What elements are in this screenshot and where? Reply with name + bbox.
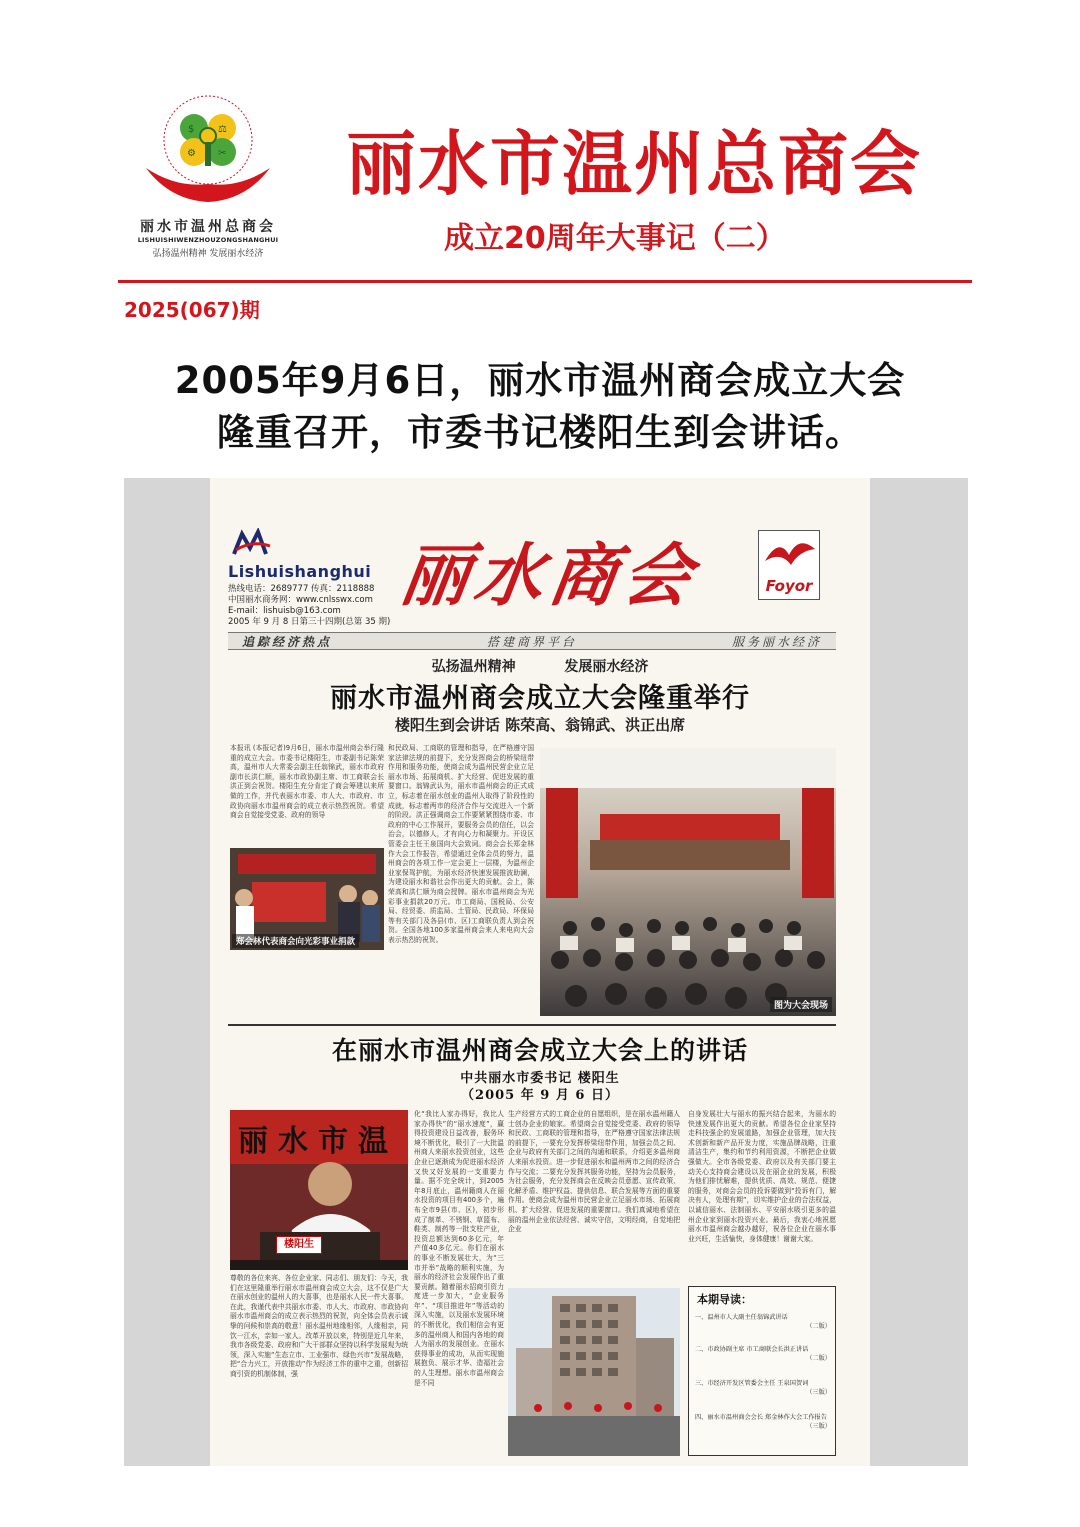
meeting-hall-photo (540, 748, 836, 1016)
sub-title: 成立20周年大事记（二） (444, 221, 786, 256)
issue-guide-box (688, 1286, 836, 1456)
article1-column-2: 和民政局、工商联的管理和指导，在严格遵守国家法律法规的前提下，充分发挥商会的桥梁纽带作用和服务功能，使商会成为温州民营企业立足丽水市场、拓展商机、扩大经营、促进发展的重要窗口。翁锦武认为，丽水市温州商会的正式成立，标志着在丽水创业的温州人取得了阶段性的成就，标志着两市的经济合作与交流进入一个新的阶段。洪正强调商会工作要紧紧围绕市委、市政府的中心工作展开，要服务会员的信任，以会治会，以德修人，才有向心力和凝聚力。开设区管委会主任王泉国向大会致词。商会会长郑金林作大会工作报告，希望通过全体会员的努力，温州商会的各项工作一定会更上一层楼，为温州企业家保驾护航，为丽水经济快速发展推波助澜，为建设丽水和谐社会作出更大的贡献。会上，陈荣高和洪仁顺为商会授牌。丽水市温州商会为光彩事业捐款20万元。市工商局、国税局、公安局、经贸委、质监局、土管局、民政局、环保局等有关部门及各县(市、区)工商联负责人到会祝贺。全国各地100多家温州商会来人来电向大会表示热烈的祝贺。 (388, 744, 534, 944)
guide-item-4-text: 四、丽水市温州商会会长 郑金林作大会工作报告 (695, 1414, 827, 1421)
ad-brand: Foyor (765, 577, 813, 595)
headline-line-2: 隆重召开，市委书记楼阳生到会讲话。 (217, 411, 863, 454)
building-photo (508, 1288, 680, 1456)
article1-subhead: 楼阳生到会讲话 陈荣高、翁锦武、洪正出席 (394, 716, 686, 734)
newspaper-masthead: 丽水商会 (395, 536, 703, 616)
newspaper-email: E-mail：lishuisb@163.com (228, 606, 341, 616)
speech-byline: 中共丽水市委书记 楼阳生 (460, 1071, 620, 1086)
newspaper-slogan: 弘扬温州精神 发展丽水经济 (431, 659, 649, 675)
speech-column-3: 生产经营方式的工商企业的自愿组织，是在丽水温州籍人士创办企业的娘家。希望商会自觉接受党委、政府的领导和民政、工商联的管理和指导，在严格遵守国家法律法规的前提下，一要充分发挥桥梁纽带作用，加强会员之间、企业与政府有关部门之间的沟通和联系，介绍更多温州商人来丽水投资。进一步促进丽水和温州两市之间的经济合作与交流；二要充分发挥其服务功能，坚持为会员服务，为社会服务，充分发挥商会在反映会员意愿、宣传政策、化解矛盾、维护权益、提供信息、联合发展等方面的重要作用。使商会成为温州市民营企业立足丽水市场、拓展商机、扩大经营、促进发展的重要窗口。我们真诚地希望在丽的温州企业依法经营、诚实守信，文明经商，自觉地把企业 (508, 1110, 680, 1234)
guide-item-2-text: 二、市政协副主席 市工商联会长洪正讲话 (695, 1346, 809, 1353)
newspaper-info (228, 584, 390, 628)
donation-photo-caption: 郑会林代表商会向光彩事业捐款 (232, 934, 359, 948)
svg-text:⚙: ⚙ (187, 148, 196, 159)
logo-org-name: 丽水市温州总商会 (140, 219, 276, 235)
speaker-photo-banner: 丽水市温 (238, 1124, 398, 1159)
guide-item-2 (695, 1345, 831, 1363)
newspaper-brand: Lishuishanghui (228, 562, 372, 581)
newspaper-logo-icon (232, 528, 272, 558)
section-divider (228, 1024, 836, 1026)
speech-column-2: 化“我比人家办得好，我比人家办得快”的“丽水速度”，赢得投资建设日益改善，服务环境不断优化，吸引了一大批温州商人来丽水投资创业，这些企业已逐渐成为促进丽水经济又快又好发展的一支重要力量。据不完全统计，到2005年8月底止，温州籍商人在丽水投资的项目有400多个，遍布全市9县(市、区)，初步形成了制革、不锈钢、草篮布、鞋类、制药等一批支柱产业，投资总额达到60多亿元，年产值40多亿元。你们在丽水的事业不断发展壮大，为“三市并举”战略的顺利实施，为丽水的经济社会发展作出了重要贡献。随着丽水招商引资力度进一步加大，“企业服务年”、“项目推进年”等活动的深入实施，以及丽水发展环境的不断优化，我们相信会有更多的温州商人和国内各地的商人为丽水的发展创业。在丽水获得事业的成功，从而实现施展抱负、展示才华、造福社会的人生理想。丽水市温州商会是不同 (414, 1110, 504, 1387)
banner-item-2: 搭建商界平台 (486, 634, 577, 649)
building-photo-image (508, 1288, 680, 1456)
speaker-nameplate: 楼阳生 (276, 1236, 322, 1254)
speech-column-4: 自身发展壮大与丽水的振兴结合起来，为丽水的快速发展作出更大的贡献。希望各位企业家坚持走科技强企的发展道路，加强企业管理，加大技术创新和新产品开发力度，实施品牌战略，注重清洁生产，集约和节约利用资源，不断把企业做强做大。全市各级党委、政府以及有关部门要主动关心支持商会建设以及在丽企业的发展，积极为他们排忧解难，提供优质、高效、规范、便捷的服务，对商会会员的投诉要做到“投诉有门，解决有人，处理有期”，切实维护企业的合法权益，以诚信丽水、法制丽水、平安丽水吸引更多的温州企业家到丽水投资兴业。最后，我衷心地祝愿丽水市温州商会越办越好，祝各位企业在丽水事业兴旺，生活愉快，身体健康！谢谢大家。 (688, 1110, 836, 1243)
svg-text:$: $ (188, 124, 195, 135)
newspaper-website: 中国丽水商务网：www.cnlsswx.com (228, 595, 373, 605)
svg-text:⚖: ⚖ (218, 124, 227, 135)
guide-item-1-page: （二版） (806, 1323, 831, 1330)
guide-item-1-text: 一、温州市人大副主任翁锦武讲话 (695, 1314, 788, 1321)
article1-headline: 丽水市温州商会成立大会隆重举行 (330, 683, 750, 714)
article1-column-1: 本报讯 (本报记者)9月6日，丽水市温州商会举行隆重的成立大会。市委书记楼阳生，市委副书记陈荣高，温州市人大常委会副主任翁锦武，丽水市政府副市长洪仁顺，丽水市政协副主席、市工商联会长洪正到会祝贺。楼阳生充分肯定了商会筹建以来所做的工作，并代表丽水市委、市人大、市政府、市政协向丽水市温州商会的成立表示热烈祝贺。希望商会自觉接受党委、政府的领导 (230, 744, 384, 820)
logo-emblem-icon (136, 88, 280, 216)
logo-org-slogan: 弘扬温州精神 发展丽水经济 (152, 249, 264, 259)
speech-column-1: 尊敬的各位来宾、各位企业家、同志们、朋友们：今天，我们在这里隆重举行丽水市温州商会成立大会，这不仅是广大在丽水创业的温州人的大喜事，也是丽水人民一件大喜事。在此，我谨代表中共丽水市委、市人大、市政府、市政协向丽水市温州商会的成立表示热烈的祝贺，向全体会员表示诚挚的问候和崇高的敬意！丽水温州地缘相邻，人缘相亲，同饮一江水，亲如一家人。改革开放以来，特别是近几年来，我市各级党委、政府和广大干部群众坚持以科学发展观为统领，深入实施“生态立市、工业强市、绿色兴市”发展战略，把“合力兴工，开放推动”作为经济工作的重中之重，创新招商引资的机制体制，强 (230, 1274, 408, 1378)
guide-item-3-text: 三、市经济开发区管委会主任 王泉国贺词 (695, 1380, 809, 1387)
donation-photo (230, 848, 384, 950)
newspaper-hotline: 热线电话：2689777 传真：2118888 (228, 584, 375, 594)
main-title: 丽水市温州总商会 (346, 123, 922, 205)
issue-number: 2025(067)期 (124, 298, 260, 322)
guide-item-3 (695, 1379, 831, 1397)
banner-item-3: 服务丽水经济 (731, 634, 822, 649)
guide-item-4-page: （三版） (806, 1423, 831, 1430)
header-divider (118, 280, 972, 283)
newspaper-banner (228, 632, 836, 650)
guide-item-3-page: （三版） (806, 1389, 831, 1396)
svg-text:✂: ✂ (218, 148, 227, 159)
speaker-photo (230, 1110, 408, 1270)
guide-item-4 (695, 1413, 831, 1431)
bird-logo-icon (759, 531, 819, 575)
guide-item-1 (695, 1313, 831, 1331)
newspaper-issue-date: 2005 年 9 月 8 日第三十四期(总第 35 期) (228, 617, 391, 627)
banner-item-1: 追踪经济热点 (242, 634, 333, 649)
speech-date: （2005 年 9 月 6 日） (461, 1088, 619, 1103)
headline-line-1: 2005年9月6日，丽水市温州商会成立大会 (174, 359, 906, 402)
guide-title: 本期导读： (697, 1293, 752, 1306)
page-headline (100, 355, 980, 459)
meeting-hall-caption: 图为大会现场 (770, 997, 832, 1012)
guide-item-2-page: （二版） (806, 1355, 831, 1362)
logo-org-pinyin: LISHUISHIWENZHOUZONGSHANGHUI (137, 236, 279, 244)
org-logo (128, 88, 288, 258)
newspaper-ad (758, 530, 820, 600)
newspaper-scan (210, 478, 870, 1466)
speech-headline: 在丽水市温州商会成立大会上的讲话 (331, 1036, 748, 1065)
meeting-hall-image (540, 748, 836, 1016)
